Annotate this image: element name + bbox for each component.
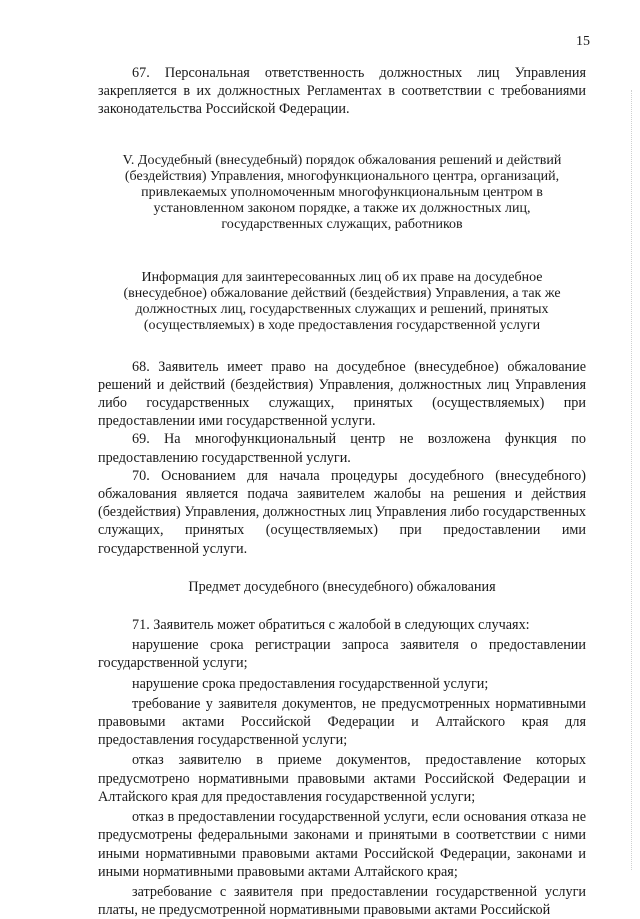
paragraph-67: 67. Персональная ответственность должностных лиц Управления закрепляется в их должностных Регламентах в соответствии с требованиями законодательства Российской Федерации. xyxy=(98,65,586,118)
paragraph-69: 69. На многофункциональный центр не возложена функция по предоставлению государственной услуги. xyxy=(98,431,586,466)
case-item: нарушение срока предоставления государственной услуги; xyxy=(132,675,489,692)
complaint-cases xyxy=(98,616,586,919)
info-title xyxy=(98,270,586,334)
section-title-line: V. Досудебный (внесудебный) порядок обжалования решений и действий xyxy=(122,152,562,168)
case-item: отказ в предоставлении государственной услуги, если основания отказа не предусмотрены федеральными законами и принятыми в соответствии с ними иными нормативными правовыми актами Российской Федерации, законами и иными нормативными правовыми актами Алтайского края; xyxy=(98,809,586,880)
info-title-line: Информация для заинтересованных лиц об их праве на досудебное xyxy=(141,269,543,285)
page-number: 15 xyxy=(576,34,590,49)
subject-heading: Предмет досудебного (внесудебного) обжалования xyxy=(188,578,496,595)
case-item: затребование с заявителя при предоставлении государственной услуги платы, не предусмотренной нормативными правовыми актами Российской xyxy=(98,883,586,919)
paragraph-70: 70. Основанием для начала процедуры досудебного (внесудебного) обжалования является подача заявителем жалобы на решения и действия (бездействия) Управления, должностных лиц Управления либо государственных служащих, принятых (осуществляемых) при предоставлении ими государственной услуги. xyxy=(98,467,586,557)
info-title-line: (внесудебное) обжалование действий (бездействия) Управления, а так же xyxy=(123,285,561,301)
paragraph-group-68-70 xyxy=(98,358,586,558)
document-body xyxy=(98,64,586,919)
section-title-line: государственных служащих, работников xyxy=(221,217,463,233)
section-title-line: установленном законом порядке, а также их должностных лиц, xyxy=(153,201,531,217)
section-title-line: привлекаемых уполномоченным многофункциональным центром в xyxy=(141,185,543,201)
paragraph-68: 68. Заявитель имеет право на досудебное (внесудебное) обжалование решений и действий (бездействия) Управления, должностных лиц Управления либо государственных служащих, принятых (осуществляемых) при предоставлении ими государственной услуги. xyxy=(98,358,586,430)
case-item: требование у заявителя документов, не предусмотренных нормативными правовыми актами Российской Федерации и Алтайского края для предоставления государственной услуги; xyxy=(98,695,586,749)
info-title-line: должностных лиц, государственных служащих и решений, принятых xyxy=(135,301,549,317)
case-item: отказ заявителю в приеме документов, предоставление которых предусмотрено нормативными правовыми актами Российской Федерации и Алтайского края для предоставления государственной услуги; xyxy=(98,752,586,805)
case-item: нарушение срока регистрации запроса заявителя о предоставлении государственной услуги; xyxy=(98,637,586,672)
scan-edge xyxy=(630,90,632,870)
paragraph-71: 71. Заявитель может обратиться с жалобой в следующих случаях: xyxy=(132,617,530,634)
section-title-line: (бездействия) Управления, многофункционального центра, организаций, xyxy=(124,168,560,184)
info-title-line: (осуществляемых) в ходе предоставления государственной услуги xyxy=(143,317,541,333)
section-title xyxy=(98,153,586,234)
